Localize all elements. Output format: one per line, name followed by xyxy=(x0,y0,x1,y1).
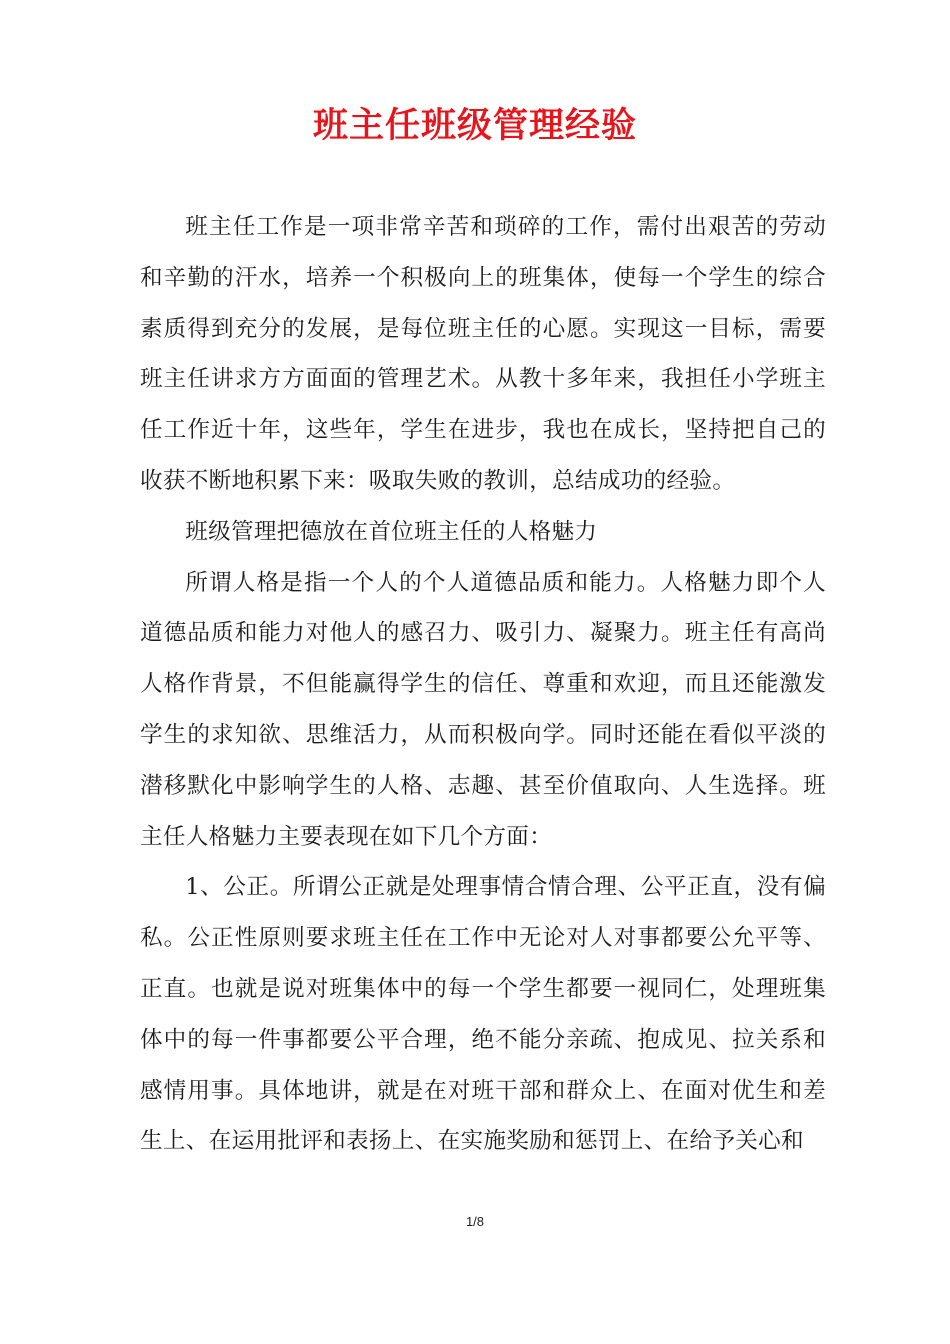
document-body xyxy=(140,202,826,1167)
paragraph-intro: 班主任工作是一项非常辛苦和琐碎的工作，需付出艰苦的劳动和辛勤的汗水，培养一个积极向上的班集体，使每一个学生的综合素质得到充分的发展，是每位班主任的心愿。实现这一目标，需要班主任讲求方方面面的管理艺术。从教十多年来，我担任小学班主任工作近十年，这些年，学生在进步，我也在成长，坚持把自己的收获不断地积累下来：吸取失败的教训，总结成功的经验。 xyxy=(140,214,826,494)
paragraph-personality: 所谓人格是指一个人的个人道德品质和能力。人格魅力即个人道德品质和能力对他人的感召力、吸引力、凝聚力。班主任有高尚人格作背景，不但能赢得学生的信任、尊重和欢迎，而且还能激发学生的求知欲、思维活力，从而积极向学。同时还能在看似平淡的潜移默化中影响学生的人格、志趣、甚至价值取向、人生选择。班主任人格魅力主要表现在如下几个方面： xyxy=(140,569,826,850)
page-number: 1/8 xyxy=(465,1214,485,1229)
paragraph-section-heading: 班级管理把德放在首位班主任的人格魅力 xyxy=(185,518,598,545)
paragraph-fairness: 1、公正。所谓公正就是处理事情合情合理、公平正直，没有偏私。公正性原则要求班主任在工作中无论对人对事都要公允平等、正直。也就是说对班集体中的每一个学生都要一视同仁，处理班集体中的每一件事都要公平合理，绝不能分亲疏、抱成见、拉关系和感情用事。具体地讲，就是在对班干部和群众上、在面对优生和差生上、在运用批评和表扬上、在实施奖励和惩罚上、在给予关心和 xyxy=(140,874,826,1155)
document-title: 班主任班级管理经验 xyxy=(312,106,637,146)
